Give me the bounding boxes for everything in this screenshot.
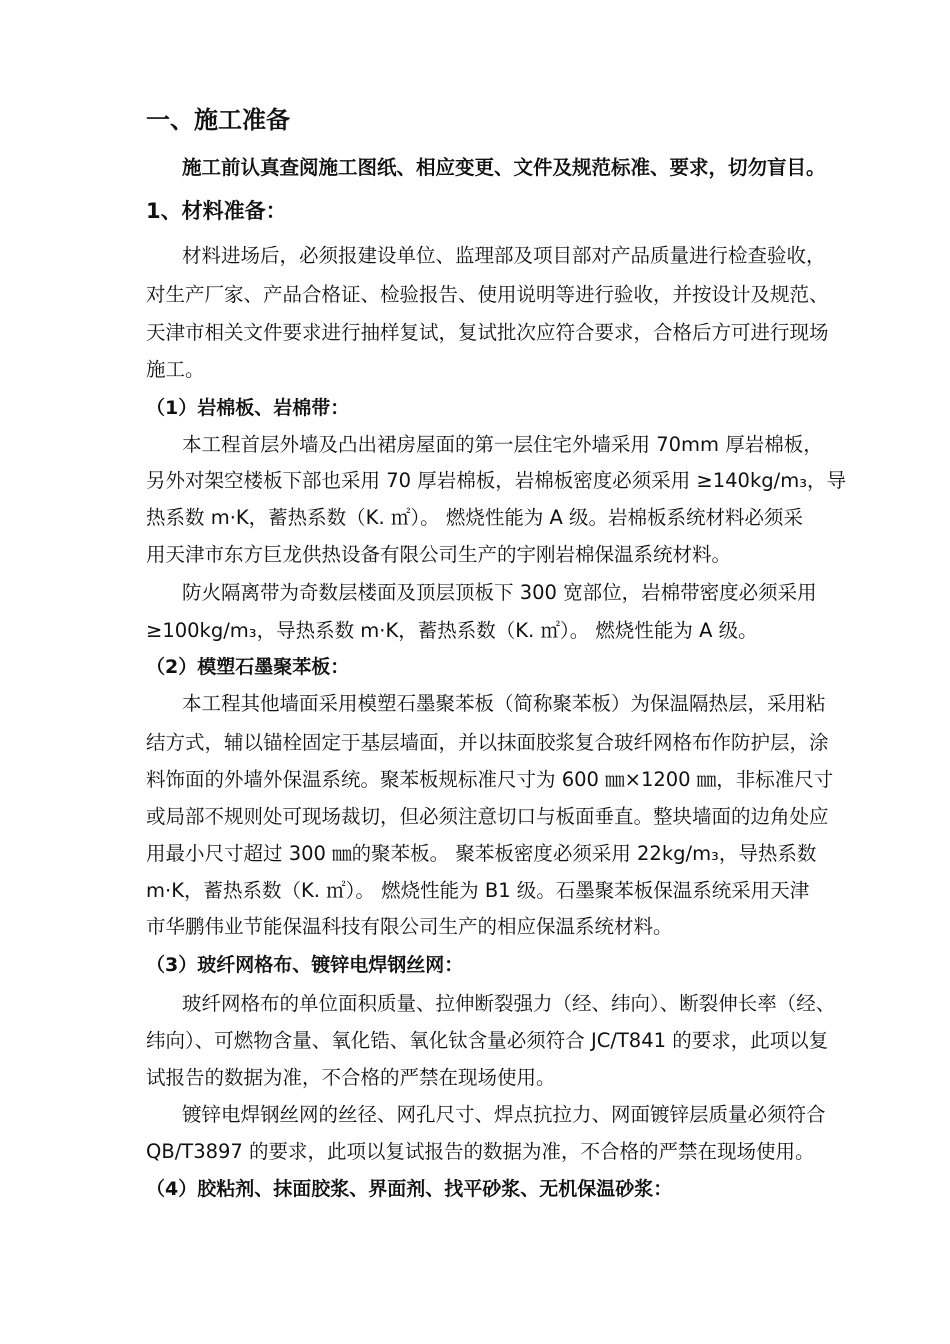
subsection-title: （2）模塑石墨聚苯板： bbox=[146, 656, 350, 678]
paragraph-line: 镀锌电焊钢丝网的丝径、网孔尺寸、焊点抗拉力、网面镀锌层质量必须符合 bbox=[182, 1103, 826, 1126]
paragraph-line: 用天津市东方巨龙供热设备有限公司生产的宇刚岩棉保温系统材料。 bbox=[146, 543, 732, 566]
subsection-title: （3）玻纤网格布、镀锌电焊钢丝网： bbox=[146, 954, 464, 976]
paragraph-line: 材料进场后，必须报建设单位、监理部及项目部对产品质量进行检查验收， bbox=[182, 244, 826, 267]
paragraph-line: ≥100kg/m₃，导热系数 m·K，蓄热系数（K. ㎡）。 燃烧性能为 A 级。 bbox=[146, 619, 758, 642]
subsection-title: （1）岩棉板、岩棉带： bbox=[146, 397, 350, 419]
paragraph-line: 热系数 m·K，蓄热系数（K. ㎡）。 燃烧性能为 A 级。岩棉板系统材料必须采 bbox=[146, 506, 804, 529]
paragraph-line: 用最小尺寸超过 300 ㎜的聚苯板。 聚苯板密度必须采用 22kg/m₃，导热系数 bbox=[146, 842, 817, 865]
paragraph-line: 试报告的数据为准，不合格的严禁在现场使用。 bbox=[146, 1066, 556, 1089]
paragraph-line: m·K，蓄热系数（K. ㎡）。 燃烧性能为 B1 级。石墨聚苯板保温系统采用天津 bbox=[146, 879, 810, 902]
paragraph-line: 结方式，辅以锚栓固定于基层墙面，并以抹面胶浆复合玻纤网格布作防护层，涂 bbox=[146, 731, 829, 754]
intro-text: 施工前认真查阅施工图纸、相应变更、文件及规范标准、要求，切勿盲目。 bbox=[182, 156, 826, 179]
paragraph-line: 或局部不规则处可现场裁切，但必须注意切口与板面垂直。整块墙面的边角处应 bbox=[146, 805, 829, 828]
paragraph-line: 防火隔离带为奇数层楼面及顶层顶板下 300 宽部位，岩棉带密度必须采用 bbox=[182, 581, 817, 604]
paragraph-line: 天津市相关文件要求进行抽样复试，复试批次应符合要求，合格后方可进行现场 bbox=[146, 321, 829, 344]
paragraph-line: 本工程首层外墙及凸出裙房屋面的第一层住宅外墙采用 70mm 厚岩棉板， bbox=[182, 433, 823, 456]
paragraph-line: 料饰面的外墙外保温系统。聚苯板规标准尺寸为 600 ㎜×1200 ㎜，非标准尺寸 bbox=[146, 768, 834, 791]
section-title: 1、材料准备： bbox=[146, 199, 287, 223]
paragraph-line: 纬向）、可燃物含量、氧化锆、氧化钛含量必须符合 JC/T841 的要求，此项以复 bbox=[146, 1029, 829, 1052]
paragraph-line: QB/T3897 的要求，此项以复试报告的数据为准，不合格的严禁在现场使用。 bbox=[146, 1140, 815, 1163]
paragraph-line: 施工。 bbox=[146, 358, 205, 381]
paragraph-line: 市华鹏伟业节能保温科技有限公司生产的相应保温系统材料。 bbox=[146, 915, 673, 938]
page-title: 一、施工准备 bbox=[146, 106, 290, 134]
paragraph-line: 本工程其他墙面采用模塑石墨聚苯板（简称聚苯板）为保温隔热层，采用粘 bbox=[182, 692, 826, 715]
paragraph-line: 另外对架空楼板下部也采用 70 厚岩棉板，岩棉板密度必须采用 ≥140kg/m₃，导 bbox=[146, 469, 847, 492]
paragraph-line: 玻纤网格布的单位面积质量、拉伸断裂强力（经、纬向）、断裂伸长率（经、 bbox=[182, 992, 836, 1015]
paragraph-line: 对生产厂家、产品合格证、检验报告、使用说明等进行验收，并按设计及规范、 bbox=[146, 283, 829, 306]
subsection-title: （4）胶粘剂、抹面胶浆、界面剂、找平砂浆、无机保温砂浆： bbox=[146, 1178, 673, 1200]
